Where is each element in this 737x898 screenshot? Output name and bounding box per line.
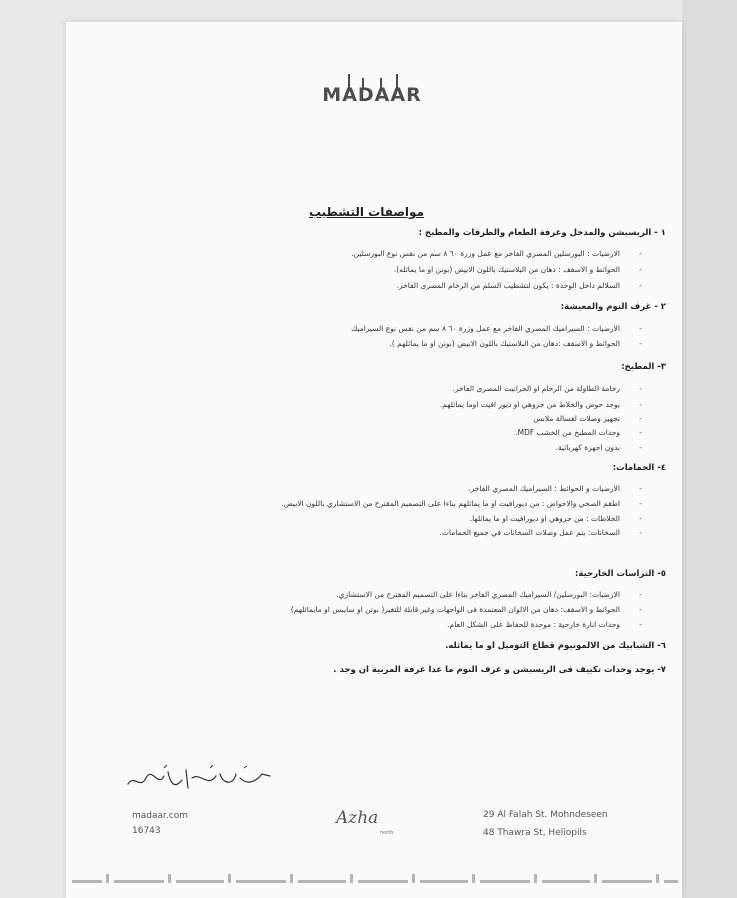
- section-heading-2: ٢ - غرف النوم والمعيشة:: [560, 302, 666, 312]
- section-heading-3: ٣- المطبخ:: [621, 362, 666, 372]
- footer-addresses: [483, 806, 608, 842]
- document-page: [66, 22, 682, 898]
- section-heading-4: ٤- الحمامات:: [612, 463, 666, 473]
- list-item: - تجهيز وصلات لغسالة ملابس: [533, 414, 620, 423]
- azha-subtitle: north: [380, 830, 394, 836]
- list-item: - وحدات المطبخ من الخشب MDF.: [515, 428, 620, 437]
- footer-contact: [132, 809, 188, 839]
- list-item: - الخلاطات : من جروهي او ديورافيت او ما يماثلها.: [470, 514, 620, 523]
- hotline-number: 16743: [132, 826, 161, 836]
- list-item: - الحوائط و الاسقف : دهان من البلاستيك باللون الابيض (بوتن او ما يماثله).: [394, 265, 620, 274]
- azha-logo: [336, 808, 416, 848]
- list-item: - بدون اجهزة كهربائية.: [556, 443, 620, 452]
- azha-wordmark: Azha: [336, 808, 379, 828]
- address-line-1: 29 Al Falah St. Mohndeseen: [483, 810, 608, 820]
- address-line-2: 48 Thawra St, Heliopils: [483, 828, 587, 838]
- list-item: - السلالم داخل الوحدة : يكون لتشطيب السلم من الرخام المصرى الفاخر.: [397, 281, 620, 290]
- page-title: مواصفات التشطيب: [308, 205, 424, 219]
- list-item: - رخامة الطاولة من الرخام او الجرانيت المصرى الفاخر.: [453, 384, 620, 393]
- list-item: - اطقم الصحي والاحواض : من ديورافيت او ما يماثلهم بناءا على التصميم المقترح من الاستشاري باللون الابيض.: [281, 499, 620, 508]
- list-item: - يوجد حوض والخلاط من جروهي او ديور افيت اوما يماثلهم.: [440, 400, 620, 409]
- list-item: - الارضيات و الحوائط : السيراميك المصري الفاخر.: [468, 484, 620, 493]
- list-item: - السخانات: يتم عمل وصلات السخانات في جميع الحمامات.: [440, 528, 620, 537]
- list-item: - الارضيات: البورسلين/ السيراميك المصري الفاخر بناءا على التصميم المقترح من الاستشاري.: [336, 590, 620, 599]
- madaar-logo: [318, 74, 426, 116]
- list-item: - الارضيات : البورسلين المصري الفاخر مع عمل وزرة ٦٠ ٨ سم من نفس نوع البورسلين.: [351, 249, 620, 258]
- website-link[interactable]: madaar.com: [132, 811, 188, 821]
- decorative-bottom-band: [66, 868, 682, 890]
- logo-wordmark: MADAAR: [322, 84, 422, 106]
- list-item: - الحوائط و الاسقف :دهان من البلاستيك باللون الابيض (بوتن او ما يماثلهم ).: [389, 339, 620, 348]
- section-heading-7: ٧- يوجد وحدات تكييف فى الريسبشن و غرف النوم ما عدا غرفة المربية ان وجد .: [333, 665, 666, 675]
- list-item: - الارضيات : السيراميك المصري الفاخر مع عمل وزرة ٦٠ ٨ سم من نفس نوع السيراميك: [351, 324, 620, 333]
- section-heading-5: ٥- التراسات الخارجية:: [575, 569, 666, 579]
- list-item: - الحوائط و الاسقف: دهان من الالوان المعتمدة فى الواجهات وغير قابلة للتغير( بوتن او سايبس او مايماثلهم): [291, 605, 620, 614]
- section-heading-6: ٦- الشبابيك من الالمونيوم قطاع التوميل او ما يماثله.: [445, 641, 666, 651]
- scan-edge: [682, 0, 737, 898]
- list-item: - وحدات انارة خارجية : موحدة للحفاظ على الشكل العام.: [447, 620, 620, 629]
- handwritten-signature: [124, 760, 274, 800]
- section-heading-1: ١ - الريسبشن والمدخل وغرفة الطعام والطرقات والمطبخ :: [418, 228, 666, 238]
